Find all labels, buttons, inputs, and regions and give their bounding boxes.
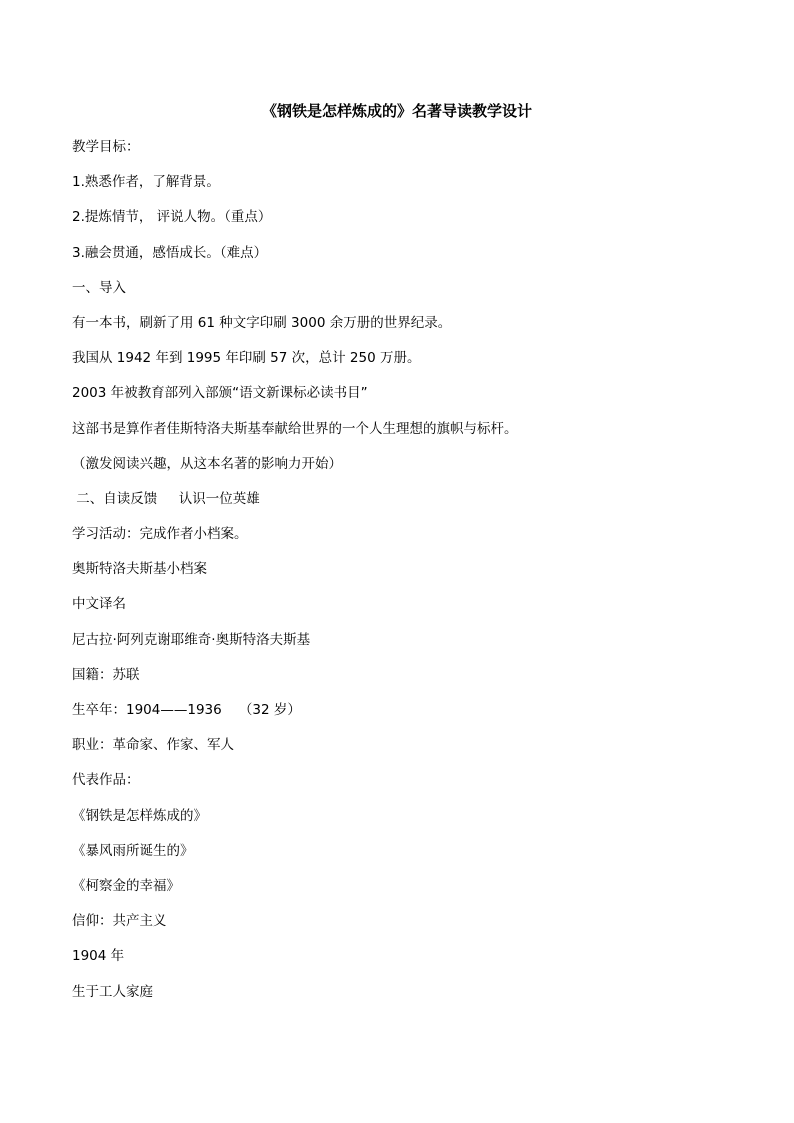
- paragraph-teaching-objectives-heading: 教学目标：: [72, 139, 140, 155]
- paragraph-works-label: 代表作品：: [72, 772, 140, 789]
- document-title: 《钢铁是怎样炼成的》名著导读教学设计: [261, 102, 532, 120]
- paragraph-intro-banner: 这部书是算作者佳斯特洛夫斯基奉献给世界的一个人生理想的旗帜与标杆。: [72, 420, 518, 437]
- paragraph-nationality: 国籍：苏联: [72, 666, 140, 683]
- paragraph-chinese-name-label: 中文译名: [72, 596, 126, 613]
- document-body: [72, 135, 732, 1015]
- paragraph-work-3: 《柯察金的幸福》: [72, 877, 180, 894]
- section-heading-self-reading: 二、自读反馈 认识一位英雄: [72, 490, 260, 507]
- paragraph-year-1904: 1904 年: [72, 948, 125, 965]
- paragraph-full-name: 尼古拉·阿列克谢耶维奇·奥斯特洛夫斯基: [72, 631, 311, 648]
- paragraph-intro-record: 有一本书，刷新了用 61 种文字印刷 3000 余万册的世界纪录。: [72, 314, 452, 331]
- paragraph-occupation: 职业：革命家、作家、军人: [72, 737, 234, 754]
- paragraph-belief: 信仰：共产主义: [72, 913, 167, 930]
- paragraph-objective-2: 2.提炼情节， 评说人物。（重点）: [72, 209, 272, 226]
- paragraph-profile-heading: 奥斯特洛夫斯基小档案: [72, 561, 207, 578]
- paragraph-work-1: 《钢铁是怎样炼成的》: [72, 807, 207, 824]
- paragraph-objective-3: 3.融会贯通，感悟成长。（难点）: [72, 244, 268, 261]
- paragraph-intro-china-prints: 我国从 1942 年到 1995 年印刷 57 次，总计 250 万册。: [72, 350, 421, 367]
- paragraph-lifespan: 生卒年：1904——1936 （32 岁）: [72, 702, 301, 718]
- section-heading-introduction: 一、导入: [72, 279, 126, 296]
- paragraph-learning-activity: 学习活动：完成作者小档案。: [72, 526, 248, 543]
- paragraph-objective-1: 1.熟悉作者，了解背景。: [72, 174, 220, 191]
- paragraph-born-worker-family: 生于工人家庭: [72, 983, 153, 1000]
- paragraph-work-2: 《暴风雨所诞生的》: [72, 842, 194, 859]
- paragraph-intro-note: （激发阅读兴趣，从这本名著的影响力开始）: [72, 455, 342, 472]
- paragraph-intro-curriculum: 2003 年被教育部列入部颁“语文新课标必读书目”: [72, 385, 368, 402]
